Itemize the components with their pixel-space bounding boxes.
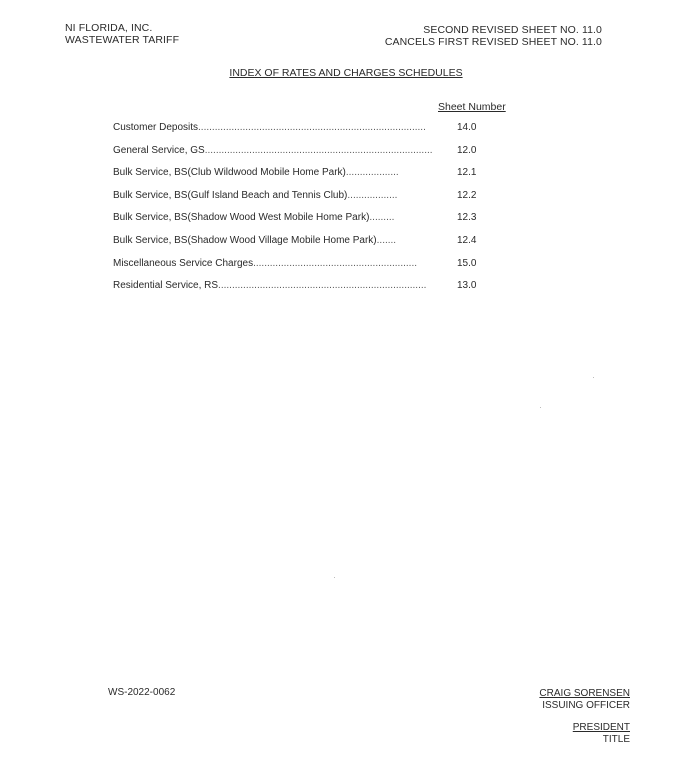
index-sheet-number: 15.0	[457, 257, 477, 269]
officer-name: CRAIG SORENSEN	[539, 688, 630, 699]
index-row	[113, 280, 493, 303]
leader-dots: ..................................................................................	[198, 122, 426, 133]
index-row	[113, 212, 493, 235]
index-sheet-number: 12.2	[457, 189, 477, 201]
tariff-name: WASTEWATER TARIFF	[65, 34, 180, 46]
index-label: Bulk Service, BS(Shadow Wood Village Mobile Home Park)	[113, 234, 377, 246]
officer-title: PRESIDENT	[572, 722, 630, 733]
leader-dots: ...................	[345, 167, 399, 179]
issuing-officer-block	[539, 688, 630, 712]
sheet-number-column-header: Sheet Number	[438, 101, 506, 113]
scan-speck	[334, 577, 335, 578]
index-row	[113, 122, 493, 145]
filing-code: WS-2022-0062	[108, 687, 176, 698]
document-title-wrap	[0, 67, 680, 79]
index-row	[113, 235, 493, 258]
scan-speck	[593, 377, 594, 378]
company-block	[65, 22, 179, 46]
index-row	[113, 167, 493, 190]
leader-dots: ...........................................................................	[218, 280, 427, 292]
sheet-block	[385, 24, 602, 48]
document-title: INDEX OF RATES AND CHARGES SCHEDULES	[229, 67, 463, 79]
index-sheet-number: 14.0	[457, 122, 477, 133]
index-label: Bulk Service, BS(Gulf Island Beach and Tennis Club)	[113, 189, 348, 201]
index-row	[113, 258, 493, 281]
company-name: NI FLORIDA, INC.	[65, 22, 153, 34]
index-list	[113, 122, 493, 303]
title-block	[573, 722, 630, 746]
officer-role: ISSUING OFFICER	[542, 700, 630, 711]
index-sheet-number: 12.1	[457, 167, 477, 179]
index-row	[113, 145, 493, 168]
leader-dots: ...........................................................	[253, 257, 417, 269]
leader-dots: ..................	[347, 189, 398, 201]
index-row	[113, 190, 493, 213]
cancels-sheet: CANCELS FIRST REVISED SHEET NO. 11.0	[384, 36, 602, 48]
leader-dots: .......	[376, 234, 397, 246]
index-label: General Service, GS	[113, 144, 205, 156]
index-sheet-number: 12.3	[457, 212, 477, 224]
index-sheet-number: 13.0	[457, 280, 477, 292]
scan-speck	[540, 407, 541, 408]
index-label: Bulk Service, BS(Club Wildwood Mobile Home Park)	[113, 167, 346, 179]
sheet-number: SECOND REVISED SHEET NO. 11.0	[423, 24, 602, 36]
index-sheet-number: 12.4	[457, 234, 477, 246]
index-label: Miscellaneous Service Charges	[113, 257, 254, 269]
title-label: TITLE	[602, 734, 630, 745]
index-label: Customer Deposits	[113, 122, 199, 133]
index-label: Bulk Service, BS(Shadow Wood West Mobile Home Park)	[113, 212, 370, 224]
index-label: Residential Service, RS	[113, 280, 219, 292]
leader-dots: ..................................................................................	[204, 144, 433, 156]
leader-dots: .........	[369, 212, 395, 224]
index-sheet-number: 12.0	[457, 144, 477, 156]
